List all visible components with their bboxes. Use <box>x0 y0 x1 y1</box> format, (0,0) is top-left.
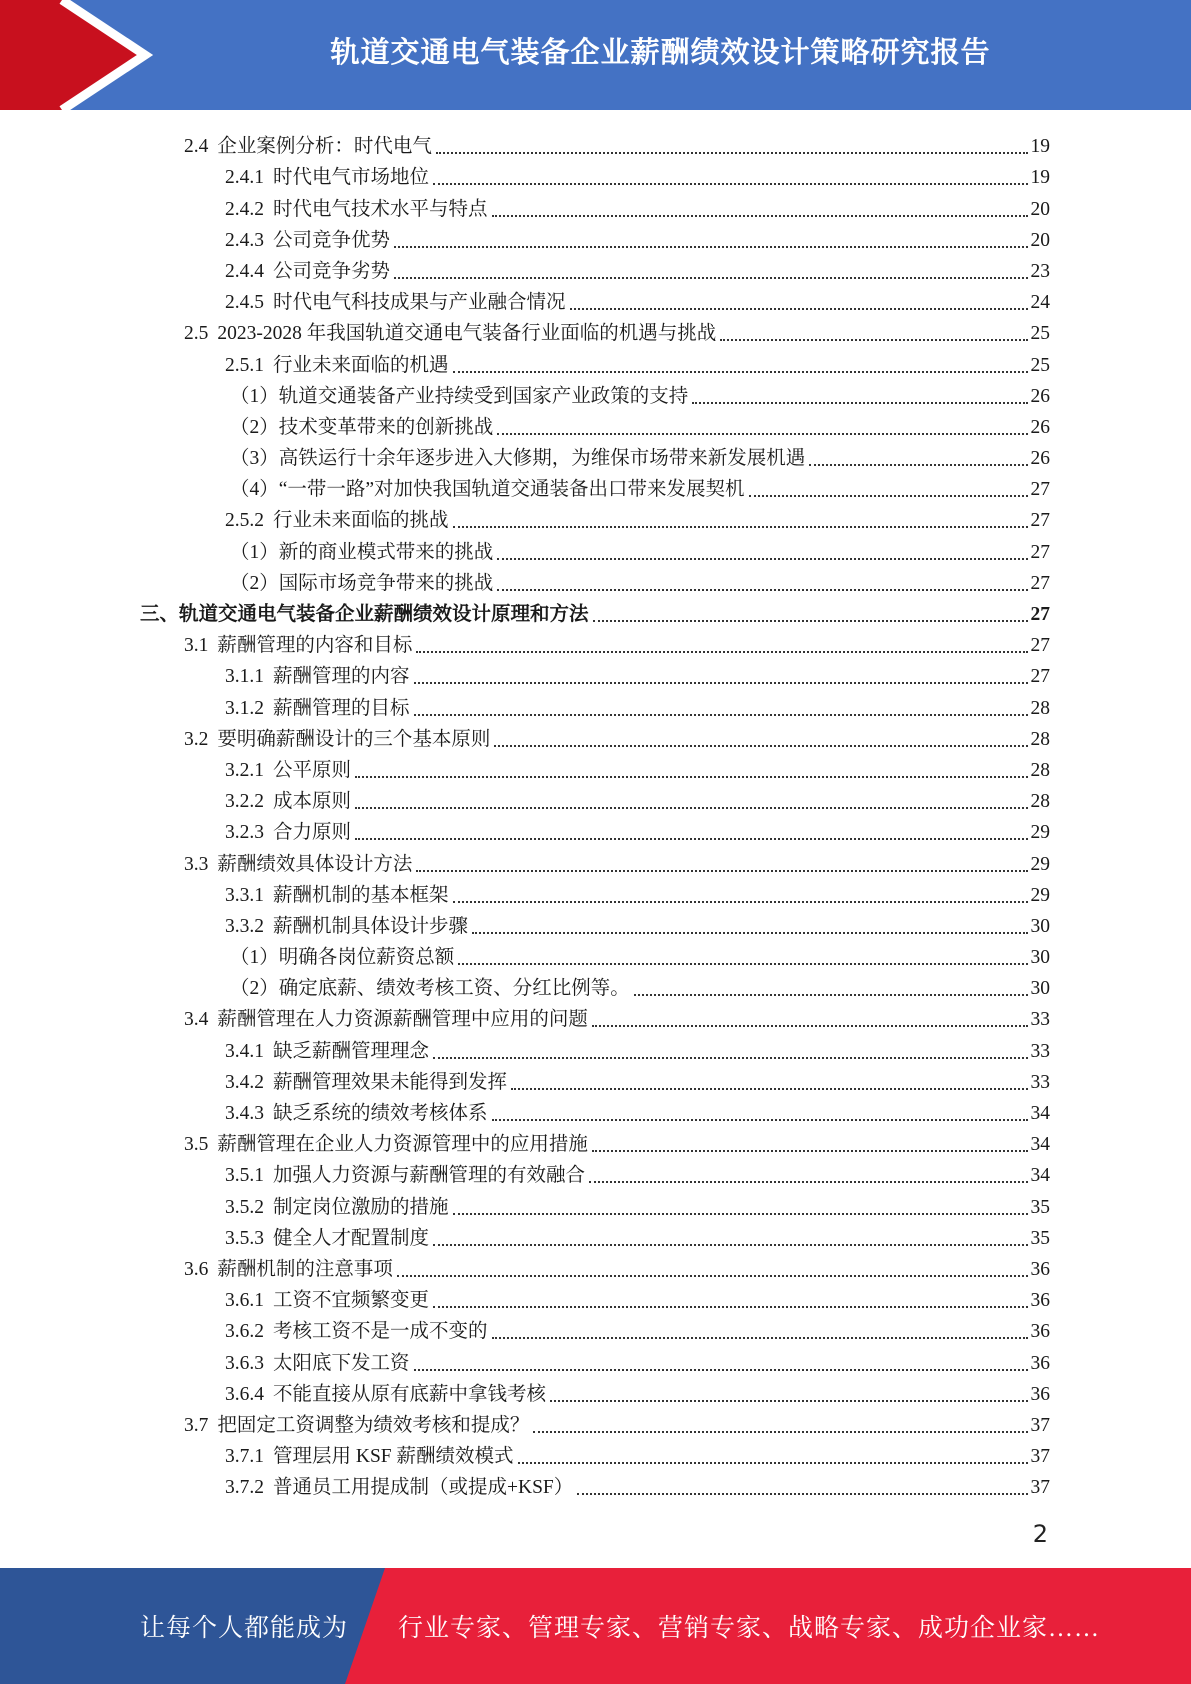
toc-dot-leader <box>592 1150 1028 1152</box>
toc-page-number: 33 <box>1030 1009 1050 1031</box>
toc-dot-leader <box>494 745 1027 747</box>
toc-entry-text: 公司竞争劣势 <box>273 260 391 282</box>
toc-page-number: 35 <box>1030 1227 1050 1249</box>
toc-dot-leader <box>433 1244 1027 1246</box>
toc-entry[interactable] <box>140 315 1050 346</box>
toc-entry-title <box>225 665 410 689</box>
toc-entry-text: 企业案例分析：时代电气 <box>217 136 432 158</box>
toc-entry-title <box>230 447 805 471</box>
toc-entry-number: 2.5.1 <box>225 354 264 376</box>
toc-entry-text: 成本原则 <box>273 791 352 813</box>
toc-entry-text: 要明确薪酬设计的三个基本原则 <box>217 728 491 750</box>
toc-entry[interactable] <box>140 1469 1050 1500</box>
toc-page-number: 20 <box>1030 198 1050 220</box>
toc-entry-title <box>184 1414 529 1438</box>
toc-entry[interactable] <box>140 908 1050 939</box>
toc-entry-number: 2.4.5 <box>225 292 264 314</box>
toc-dot-leader <box>497 433 1027 435</box>
toc-entry[interactable] <box>140 1095 1050 1126</box>
toc-entry[interactable] <box>140 1157 1050 1188</box>
toc-page-number: 29 <box>1030 853 1050 875</box>
toc-dot-leader <box>414 682 1028 684</box>
toc-page-number: 36 <box>1030 1321 1050 1343</box>
toc-entry-text: 时代电气市场地位 <box>273 167 430 189</box>
toc-entry[interactable] <box>140 1282 1050 1313</box>
toc-entry-text: 时代电气技术水平与特点 <box>273 198 488 220</box>
toc-entry-text: 加强人力资源与薪酬管理的有效融合 <box>273 1165 586 1187</box>
toc-entry-title <box>225 1164 585 1188</box>
toc-entry-text: 普通员工用提成制（或提成+KSF） <box>273 1477 574 1499</box>
toc-entry-text: 考核工资不是一成不变的 <box>273 1321 488 1343</box>
toc-dot-leader <box>749 495 1028 497</box>
footer-slogan-right: 行业专家、管理专家、营销专家、战略专家、成功企业家…… <box>398 1615 1101 1642</box>
toc-entry-number: 3.6 <box>184 1258 209 1280</box>
toc-entry-title <box>225 166 429 190</box>
toc-entry-text: （2）确定底薪、绩效考核工资、分红比例等。 <box>230 978 630 1000</box>
toc-entry-text: 健全人才配置制度 <box>273 1227 430 1249</box>
toc-entry-text: 薪酬机制具体设计步骤 <box>273 915 469 937</box>
toc-entry-number: 3.7.1 <box>225 1446 264 1468</box>
toc-entry-number: 3.6.4 <box>225 1383 264 1405</box>
toc-entry-number: 3.4.1 <box>225 1040 264 1062</box>
toc-dot-leader <box>355 807 1027 809</box>
toc-entry-title <box>230 478 745 502</box>
report-title: 轨道交通电气装备企业薪酬绩效设计策略研究报告 <box>330 34 991 69</box>
toc-entry-text: 公平原则 <box>273 759 352 781</box>
toc-entry-number: 2.5.2 <box>225 510 264 532</box>
toc-dot-leader <box>453 901 1028 903</box>
toc-page-number: 30 <box>1030 915 1050 937</box>
toc-page-number: 25 <box>1030 354 1050 376</box>
toc-entry[interactable] <box>140 877 1050 908</box>
toc-entry-text: 薪酬机制的注意事项 <box>217 1258 393 1280</box>
toc-page-number: 37 <box>1030 1414 1050 1436</box>
toc-entry-text: （1）新的商业模式带来的挑战 <box>230 541 494 563</box>
toc-page-number: 36 <box>1030 1258 1050 1280</box>
toc-entry[interactable] <box>140 409 1050 440</box>
toc-entry-number: 3.1.1 <box>225 666 264 688</box>
toc-entry[interactable] <box>140 1376 1050 1407</box>
toc-dot-leader <box>433 1306 1027 1308</box>
toc-page-number: 28 <box>1030 728 1050 750</box>
toc-entry-text: 管理层用 KSF 薪酬绩效模式 <box>273 1446 514 1468</box>
toc-dot-leader <box>634 994 1028 996</box>
toc-entry[interactable] <box>140 1220 1050 1251</box>
toc-entry-text: 薪酬管理效果未能得到发挥 <box>273 1071 508 1093</box>
toc-entry[interactable] <box>140 596 1050 627</box>
toc-entry-text: 把固定工资调整为绩效考核和提成？ <box>217 1414 530 1436</box>
toc-entry-number: 2.4.2 <box>225 198 264 220</box>
toc-page-number: 27 <box>1030 635 1050 657</box>
toc-entry-title <box>225 1102 488 1126</box>
toc-page-number: 34 <box>1030 1165 1050 1187</box>
toc-dot-leader <box>458 963 1027 965</box>
toc-entry-text: 合力原则 <box>273 822 352 844</box>
toc-page-number: 27 <box>1030 541 1050 563</box>
toc-dot-leader <box>533 1431 1027 1433</box>
toc-entry-number: 3.5 <box>184 1134 209 1156</box>
toc-entry[interactable] <box>140 1438 1050 1469</box>
toc-entry-text: 不能直接从原有底薪中拿钱考核 <box>273 1383 547 1405</box>
toc-entry-text: （3）高铁运行十余年逐步进入大修期，为维保市场带来新发展机遇 <box>230 448 806 470</box>
toc-page-number: 34 <box>1030 1134 1050 1156</box>
toc-page-number: 28 <box>1030 791 1050 813</box>
toc-entry-number: 3.3.2 <box>225 915 264 937</box>
toc-dot-leader <box>397 1275 1028 1277</box>
toc-entry-title <box>140 603 589 627</box>
toc-page-number: 25 <box>1030 323 1050 345</box>
toc-entry-number: 3.2.1 <box>225 759 264 781</box>
toc-entry-title <box>230 541 493 565</box>
toc-entry-title <box>225 1196 449 1220</box>
toc-entry-number: 2.4.4 <box>225 260 264 282</box>
toc-entry[interactable] <box>140 783 1050 814</box>
toc-entry-text: 工资不宜频繁变更 <box>273 1290 430 1312</box>
toc-entry-title <box>225 1352 410 1376</box>
toc-entry[interactable] <box>140 190 1050 221</box>
toc-entry-title <box>184 1133 588 1157</box>
toc-entry-number: 3.2.3 <box>225 822 264 844</box>
toc-page-number: 24 <box>1030 292 1050 314</box>
toc-entry-text: （1）轨道交通装备产业持续受到国家产业政策的支持 <box>230 385 689 407</box>
toc-entry-title <box>225 915 468 939</box>
toc-page-number: 37 <box>1030 1477 1050 1499</box>
toc-entry-title <box>225 1227 429 1251</box>
toc-entry-title <box>230 977 630 1001</box>
page-number: 2 <box>1032 1520 1048 1548</box>
toc-entry-number: 3.6.2 <box>225 1321 264 1343</box>
toc-entry[interactable] <box>140 721 1050 752</box>
toc-entry-title <box>184 322 716 346</box>
toc-page-number: 23 <box>1030 260 1050 282</box>
toc-entry-title <box>230 385 688 409</box>
toc-dot-leader <box>472 932 1027 934</box>
toc-page-number: 29 <box>1030 822 1050 844</box>
toc-entry-title <box>225 790 351 814</box>
toc-entry-text: （2）技术变革带来的创新挑战 <box>230 416 494 438</box>
toc-page-number: 30 <box>1030 978 1050 1000</box>
toc-entry-text: 行业未来面临的挑战 <box>273 510 449 532</box>
toc-page-number: 28 <box>1030 759 1050 781</box>
toc-page-number: 27 <box>1030 510 1050 532</box>
toc-entry-number: 3.4 <box>184 1009 209 1031</box>
toc-entry-number: 3.5.2 <box>225 1196 264 1218</box>
toc-entry-title <box>225 1383 546 1407</box>
toc-dot-leader <box>720 339 1027 341</box>
toc-entry-text: （4）“一带一路”对加快我国轨道交通装备出口带来发展契机 <box>230 479 745 501</box>
toc-entry-title <box>225 229 390 253</box>
toc-entry-title <box>225 198 488 222</box>
toc-dot-leader <box>355 776 1027 778</box>
toc-entry-number: 3.7.2 <box>225 1477 264 1499</box>
toc-dot-leader <box>492 215 1028 217</box>
toc-dot-leader <box>394 246 1027 248</box>
toc-entry[interactable] <box>140 159 1050 190</box>
toc-entry-text: （2）国际市场竞争带来的挑战 <box>230 572 494 594</box>
toc-entry-number: 3.2 <box>184 728 209 750</box>
toc-entry-title <box>184 135 432 159</box>
toc-entry-text: 制定岗位激励的措施 <box>273 1196 449 1218</box>
toc-entry-number: 2.4.1 <box>225 167 264 189</box>
toc-page-number: 20 <box>1030 229 1050 251</box>
toc-entry[interactable] <box>140 1188 1050 1219</box>
toc-entry-number: 3.1.2 <box>225 697 264 719</box>
toc-dot-leader <box>497 589 1027 591</box>
toc-dot-leader <box>692 402 1027 404</box>
toc-entry[interactable] <box>140 939 1050 970</box>
toc-entry-title <box>225 821 351 845</box>
toc-dot-leader <box>433 1057 1027 1059</box>
toc-entry-title <box>230 572 493 596</box>
toc-dot-leader <box>414 714 1028 716</box>
table-of-contents <box>140 128 1050 1500</box>
toc-dot-leader <box>577 1493 1027 1495</box>
toc-entry[interactable] <box>140 752 1050 783</box>
toc-entry-text: 2023-2028 年我国轨道交通电气装备行业面临的机遇与挑战 <box>217 323 717 345</box>
toc-dot-leader <box>492 1337 1028 1339</box>
toc-page-number: 27 <box>1030 666 1050 688</box>
toc-page-number: 36 <box>1030 1383 1050 1405</box>
toc-dot-leader <box>593 620 1028 622</box>
toc-page-number: 26 <box>1030 385 1050 407</box>
toc-entry-text: 薪酬管理的目标 <box>273 697 410 719</box>
toc-page-number: 29 <box>1030 884 1050 906</box>
toc-entry-text: 薪酬绩效具体设计方法 <box>217 853 413 875</box>
toc-dot-leader <box>550 1400 1027 1402</box>
toc-entry[interactable] <box>140 565 1050 596</box>
toc-entry-title <box>225 1476 573 1500</box>
toc-entry[interactable] <box>140 284 1050 315</box>
toc-dot-leader <box>570 308 1028 310</box>
toc-entry-title <box>230 946 454 970</box>
toc-entry-title <box>225 884 449 908</box>
toc-entry[interactable] <box>140 1001 1050 1032</box>
toc-entry-text: 公司竞争优势 <box>273 229 391 251</box>
toc-entry[interactable] <box>140 1126 1050 1157</box>
toc-entry[interactable] <box>140 253 1050 284</box>
toc-entry-number: 2.4 <box>184 136 209 158</box>
toc-entry-title <box>225 354 449 378</box>
toc-entry[interactable] <box>140 533 1050 564</box>
toc-dot-leader <box>416 651 1027 653</box>
toc-entry-title <box>225 1289 429 1313</box>
toc-entry[interactable] <box>140 845 1050 876</box>
toc-dot-leader <box>433 183 1027 185</box>
toc-entry[interactable] <box>140 689 1050 720</box>
page-footer <box>0 1568 1191 1684</box>
toc-entry-text: 薪酬管理在企业人力资源管理中的应用措施 <box>217 1134 588 1156</box>
toc-entry-text: （1）明确各岗位薪资总额 <box>230 947 455 969</box>
toc-entry-number: 3.3.1 <box>225 884 264 906</box>
toc-dot-leader <box>497 558 1027 560</box>
toc-entry-title <box>225 1445 514 1469</box>
toc-dot-leader <box>414 1369 1028 1371</box>
toc-entry-text: 薪酬机制的基本框架 <box>273 884 449 906</box>
toc-entry-title <box>225 1071 507 1095</box>
toc-entry[interactable] <box>140 440 1050 471</box>
toc-entry[interactable] <box>140 1344 1050 1375</box>
toc-entry-title <box>225 759 351 783</box>
toc-dot-leader <box>453 371 1028 373</box>
toc-entry[interactable] <box>140 627 1050 658</box>
toc-page-number: 37 <box>1030 1446 1050 1468</box>
toc-entry-text: 三、轨道交通电气装备企业薪酬绩效设计原理和方法 <box>140 604 589 625</box>
toc-entry-number: 3.3 <box>184 853 209 875</box>
toc-entry[interactable] <box>140 502 1050 533</box>
toc-page-number: 28 <box>1030 697 1050 719</box>
toc-page-number: 26 <box>1030 448 1050 470</box>
toc-dot-leader <box>355 838 1027 840</box>
toc-entry-text: 薪酬管理的内容和目标 <box>217 635 413 657</box>
toc-page-number: 36 <box>1030 1352 1050 1374</box>
toc-dot-leader <box>592 1025 1028 1027</box>
footer-slogan-left: 让每个人都能成为 <box>140 1615 349 1642</box>
toc-page-number: 33 <box>1030 1040 1050 1062</box>
toc-dot-leader <box>416 870 1027 872</box>
toc-entry[interactable] <box>140 1313 1050 1344</box>
toc-entry[interactable] <box>140 222 1050 253</box>
toc-entry-title <box>184 634 412 658</box>
toc-entry[interactable] <box>140 471 1050 502</box>
toc-entry[interactable] <box>140 1251 1050 1282</box>
toc-page-number: 36 <box>1030 1290 1050 1312</box>
toc-dot-leader <box>809 464 1027 466</box>
toc-entry-text: 行业未来面临的机遇 <box>273 354 449 376</box>
toc-page-number: 27 <box>1030 479 1050 501</box>
toc-page-number: 19 <box>1030 136 1050 158</box>
toc-page-number: 35 <box>1030 1196 1050 1218</box>
toc-entry[interactable] <box>140 814 1050 845</box>
toc-page-number: 33 <box>1030 1071 1050 1093</box>
toc-entry-text: 薪酬管理在人力资源薪酬管理中应用的问题 <box>217 1009 588 1031</box>
toc-page-number: 30 <box>1030 947 1050 969</box>
toc-dot-leader <box>518 1462 1028 1464</box>
toc-entry[interactable] <box>140 970 1050 1001</box>
toc-entry-text: 薪酬管理的内容 <box>273 666 410 688</box>
toc-entry[interactable] <box>140 1032 1050 1063</box>
toc-entry[interactable] <box>140 378 1050 409</box>
toc-dot-leader <box>394 277 1027 279</box>
toc-entry-number: 3.7 <box>184 1414 209 1436</box>
toc-page-number: 27 <box>1030 572 1050 594</box>
toc-entry-number: 3.6.1 <box>225 1290 264 1312</box>
toc-entry-title <box>225 260 390 284</box>
toc-entry-title <box>230 416 493 440</box>
toc-entry-number: 2.4.3 <box>225 229 264 251</box>
toc-dot-leader <box>436 152 1028 154</box>
page-header <box>0 0 1191 110</box>
toc-entry[interactable] <box>140 658 1050 689</box>
toc-entry-number: 3.5.3 <box>225 1227 264 1249</box>
toc-entry-text: 太阳底下发工资 <box>273 1352 410 1374</box>
toc-entry-title <box>225 291 566 315</box>
red-chevron-shape <box>0 0 145 110</box>
toc-entry-number: 3.4.2 <box>225 1071 264 1093</box>
toc-entry-title <box>225 1320 488 1344</box>
toc-dot-leader <box>453 1213 1028 1215</box>
toc-entry-title <box>225 1040 429 1064</box>
toc-entry-text: 时代电气科技成果与产业融合情况 <box>273 292 566 314</box>
toc-dot-leader <box>492 1119 1028 1121</box>
toc-page-number: 27 <box>1030 604 1050 625</box>
toc-entry-title <box>225 509 449 533</box>
toc-entry[interactable] <box>140 346 1050 377</box>
toc-entry-text: 缺乏薪酬管理理念 <box>273 1040 430 1062</box>
toc-entry-number: 3.1 <box>184 635 209 657</box>
toc-entry-number: 3.6.3 <box>225 1352 264 1374</box>
toc-entry[interactable] <box>140 1064 1050 1095</box>
toc-page-number: 19 <box>1030 167 1050 189</box>
toc-entry-title <box>184 853 412 877</box>
toc-page-number: 26 <box>1030 416 1050 438</box>
toc-entry-number: 3.4.3 <box>225 1103 264 1124</box>
toc-entry-title <box>225 697 410 721</box>
toc-entry-number: 3.5.1 <box>225 1165 264 1187</box>
toc-entry-title <box>184 1258 393 1282</box>
toc-dot-leader <box>453 526 1028 528</box>
toc-entry[interactable] <box>140 128 1050 159</box>
toc-entry[interactable] <box>140 1407 1050 1438</box>
toc-entry-number: 3.2.2 <box>225 791 264 813</box>
toc-dot-leader <box>511 1088 1027 1090</box>
toc-page-number: 34 <box>1030 1103 1050 1124</box>
toc-entry-text: 缺乏系统的绩效考核体系 <box>273 1103 488 1124</box>
toc-dot-leader <box>589 1181 1027 1183</box>
toc-entry-title <box>184 728 490 752</box>
toc-entry-number: 2.5 <box>184 323 209 345</box>
toc-entry-title <box>184 1008 588 1032</box>
